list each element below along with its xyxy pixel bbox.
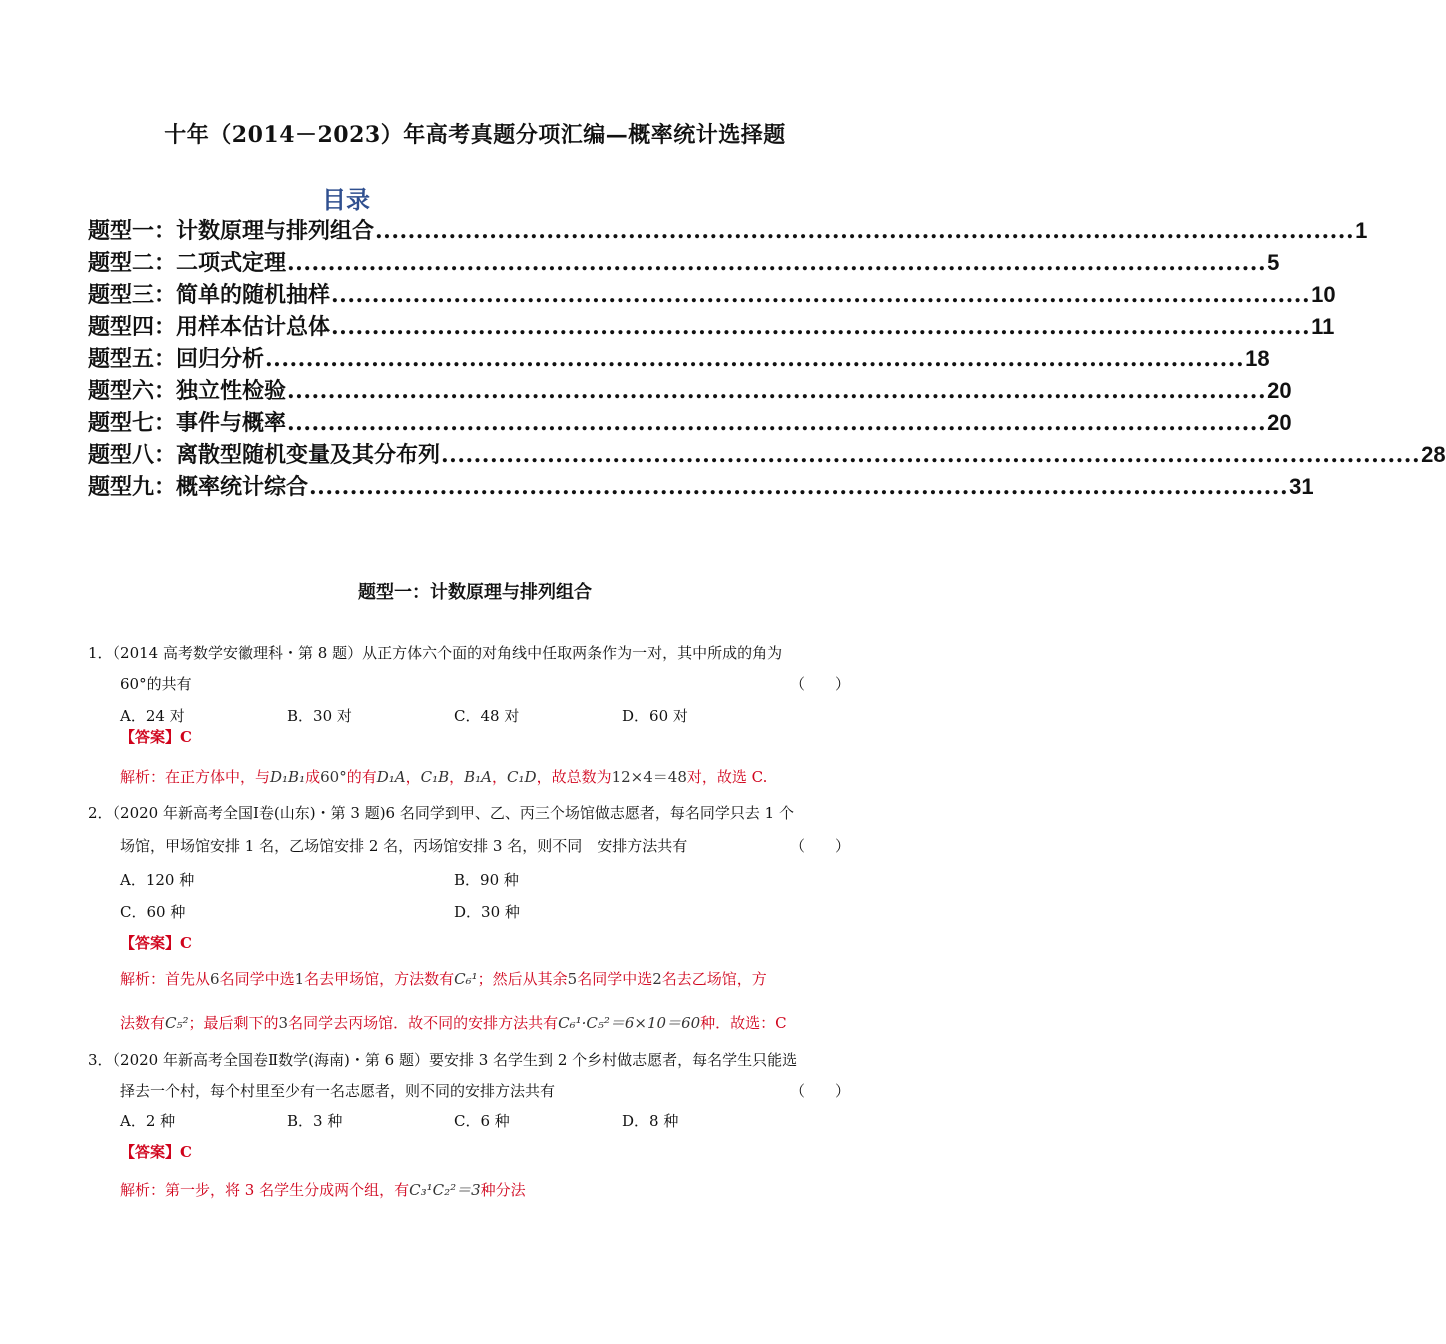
solution-math: 5 (567, 970, 578, 988)
toc-item[interactable] (88, 246, 1280, 278)
answer-label: 【答案】 (120, 1143, 181, 1161)
toc-leader-dots: ........................................................................................................................ (375, 218, 1355, 244)
toc-leader-dots: ........................................................................................................................ (287, 378, 1267, 404)
solution-math: C₆¹·C₅²＝6×10＝60 (558, 1014, 701, 1032)
toc-item-page: 1 (1355, 218, 1368, 243)
toc-item-label: 题型四：用样本估计总体 (88, 314, 331, 340)
toc-item-label: 题型八：离散型随机变量及其分布列 (88, 442, 441, 468)
toc-item-label: 题型七：事件与概率 (88, 410, 287, 436)
question-3-text-line2: 择去一个村，每个村里至少有一名志愿者，则不同的安排方法共有 (120, 1082, 556, 1100)
solution-math: 3 (278, 1014, 289, 1032)
question-2-option-d: D．30 种 (454, 903, 520, 921)
question-1-answer (120, 726, 192, 747)
toc-item-label: 题型二：二项式定理 (88, 250, 287, 276)
question-2-solution-line2 (120, 1012, 787, 1033)
question-3-answer (120, 1141, 192, 1162)
question-2-option-b: B．90 种 (454, 871, 519, 889)
solution-text: 名同学中选 (219, 970, 295, 988)
toc-item-page: 18 (1245, 346, 1270, 371)
solution-math: C₅² (165, 1014, 189, 1032)
question-3-option-c: C．6 种 (454, 1112, 510, 1130)
toc-item-label: 题型五：回归分析 (88, 346, 265, 372)
question-2-text-line1: 2．（2020 年新高考全国Ⅰ卷(山东)・第 3 题)6 名同学到甲、乙、丙三个场馆做志愿者，每名同学只去 1 个 (88, 804, 794, 822)
toc-item-label: 题型六：独立性检验 (88, 378, 287, 404)
toc-item-label: 题型九：概率统计综合 (88, 474, 309, 500)
answer-value: C (180, 1143, 192, 1161)
solution-text: 种．故选：C (700, 1014, 787, 1032)
solution-math: 12×4＝48 (611, 768, 687, 786)
question-2-answer-blank: （ ） (790, 837, 851, 855)
toc-leader-dots: ........................................................................................................................ (265, 346, 1245, 372)
question-1-text-line1: 1．（2014 高考数学安徽理科・第 8 题）从正方体六个面的对角线中任取两条作为一对，其中所成的角为 (88, 644, 783, 662)
toc-leader-dots: ........................................................................................................................ (309, 474, 1289, 500)
solution-text: 名同学中选 (577, 970, 653, 988)
question-1-option-b: B．30 对 (287, 707, 352, 725)
solution-text: 解析：首先从 (120, 970, 211, 988)
question-1-option-d: D．60 对 (622, 707, 688, 725)
question-3-text-line1: 3．（2020 年新高考全国卷Ⅱ数学(海南)・第 6 题）要安排 3 名学生到 2 个乡村做志愿者，每名学生只能选 (88, 1051, 798, 1069)
question-2-solution-line1 (120, 968, 767, 989)
question-1-text-line2: 60°的共有 (120, 675, 192, 693)
solution-text: 解析：第一步，将 3 名学生分成两个组，有 (120, 1181, 410, 1199)
question-2-option-c: C．60 种 (120, 903, 186, 921)
question-1-solution: 解析：在正方体中，与D₁B₁成60°的有D₁A，C₁B，B₁A，C₁D，故总数为12×4＝48对，故选 C. (120, 768, 768, 786)
solution-text: ，故总数为 (536, 768, 612, 786)
toc-leader-dots: ........................................................................................................................ (331, 314, 1311, 340)
question-2-answer (120, 932, 192, 953)
solution-math: D₁A (376, 768, 406, 786)
toc-item[interactable] (88, 470, 1314, 502)
solution-math: C₆¹ (454, 970, 478, 988)
table-of-contents (88, 214, 1446, 502)
toc-item[interactable] (88, 214, 1368, 246)
solution-math: 2 (652, 970, 662, 988)
solution-text: 的有 (346, 768, 377, 786)
answer-label: 【答案】 (120, 934, 181, 952)
solution-text: 成 (305, 768, 321, 786)
solution-math: B₁A (464, 768, 493, 786)
question-3-solution (120, 1179, 526, 1200)
toc-item[interactable] (88, 342, 1270, 374)
toc-item-page: 10 (1311, 282, 1336, 307)
answer-label: 【答案】 (120, 728, 181, 746)
toc-item-page: 20 (1267, 410, 1292, 435)
solution-text: 法数有 (120, 1014, 166, 1032)
solution-math: 60° (320, 768, 347, 786)
toc-leader-dots: ........................................................................................................................ (441, 442, 1421, 468)
question-2-text-line2: 场馆，甲场馆安排 1 名，乙场馆安排 2 名，丙场馆安排 3 名，则不同 安排方法共有 (120, 837, 688, 855)
answer-value: C (180, 934, 192, 952)
toc-item-label: 题型一：计数原理与排列组合 (88, 218, 375, 244)
solution-text: 种分法 (480, 1181, 526, 1199)
solution-math: D₁B₁ (270, 768, 306, 786)
toc-item[interactable] (88, 310, 1335, 342)
document-title: 十年（2014－2023）年高考真题分项汇编—概率统计选择题 (164, 122, 786, 148)
solution-text: 对，故选 C. (686, 768, 768, 786)
question-1-answer-blank: （ ） (790, 675, 851, 693)
answer-value: C (180, 728, 192, 746)
solution-text: ；然后从其余 (477, 970, 568, 988)
toc-item-page: 31 (1289, 474, 1314, 499)
toc-item-page: 11 (1311, 314, 1335, 339)
solution-text: 名去乙场馆，方 (661, 970, 767, 988)
question-3-option-a: A．2 种 (120, 1112, 176, 1130)
solution-math: C₁D (507, 768, 537, 786)
question-3-option-b: B．3 种 (287, 1112, 343, 1130)
question-2-option-a: A．120 种 (120, 871, 195, 889)
solution-text: ；最后剩下的 (188, 1014, 279, 1032)
solution-text: 名同学去丙场馆．故不同的安排方法共有 (288, 1014, 559, 1032)
toc-item[interactable] (88, 374, 1292, 406)
toc-leader-dots: ........................................................................................................................ (331, 282, 1311, 308)
toc-item-page: 28 (1421, 442, 1446, 467)
question-3-option-d: D．8 种 (622, 1112, 679, 1130)
question-3-answer-blank: （ ） (790, 1082, 851, 1100)
toc-item-page: 20 (1267, 378, 1292, 403)
toc-item-label: 题型三：简单的随机抽样 (88, 282, 331, 308)
solution-math: C₁B (420, 768, 450, 786)
toc-leader-dots: ........................................................................................................................ (287, 410, 1267, 436)
solution-text: 名去甲场馆，方法数有 (304, 970, 455, 988)
question-1-option-c: C．48 对 (454, 707, 520, 725)
toc-item[interactable] (88, 406, 1292, 438)
solution-math: 6 (210, 970, 220, 988)
toc-leader-dots: ........................................................................................................................ (287, 250, 1267, 276)
solution-math: C₃¹C₂²＝3 (409, 1181, 481, 1199)
toc-heading: 目录 (322, 185, 370, 214)
solution-text: 解析：在正方体中，与 (120, 768, 271, 786)
question-1-option-a: A．24 对 (120, 707, 185, 725)
toc-item-page: 5 (1267, 250, 1280, 275)
toc-item[interactable] (88, 278, 1336, 310)
solution-math: 1 (294, 970, 305, 988)
toc-item[interactable] (88, 438, 1446, 470)
section-title: 题型一：计数原理与排列组合 (358, 582, 592, 603)
